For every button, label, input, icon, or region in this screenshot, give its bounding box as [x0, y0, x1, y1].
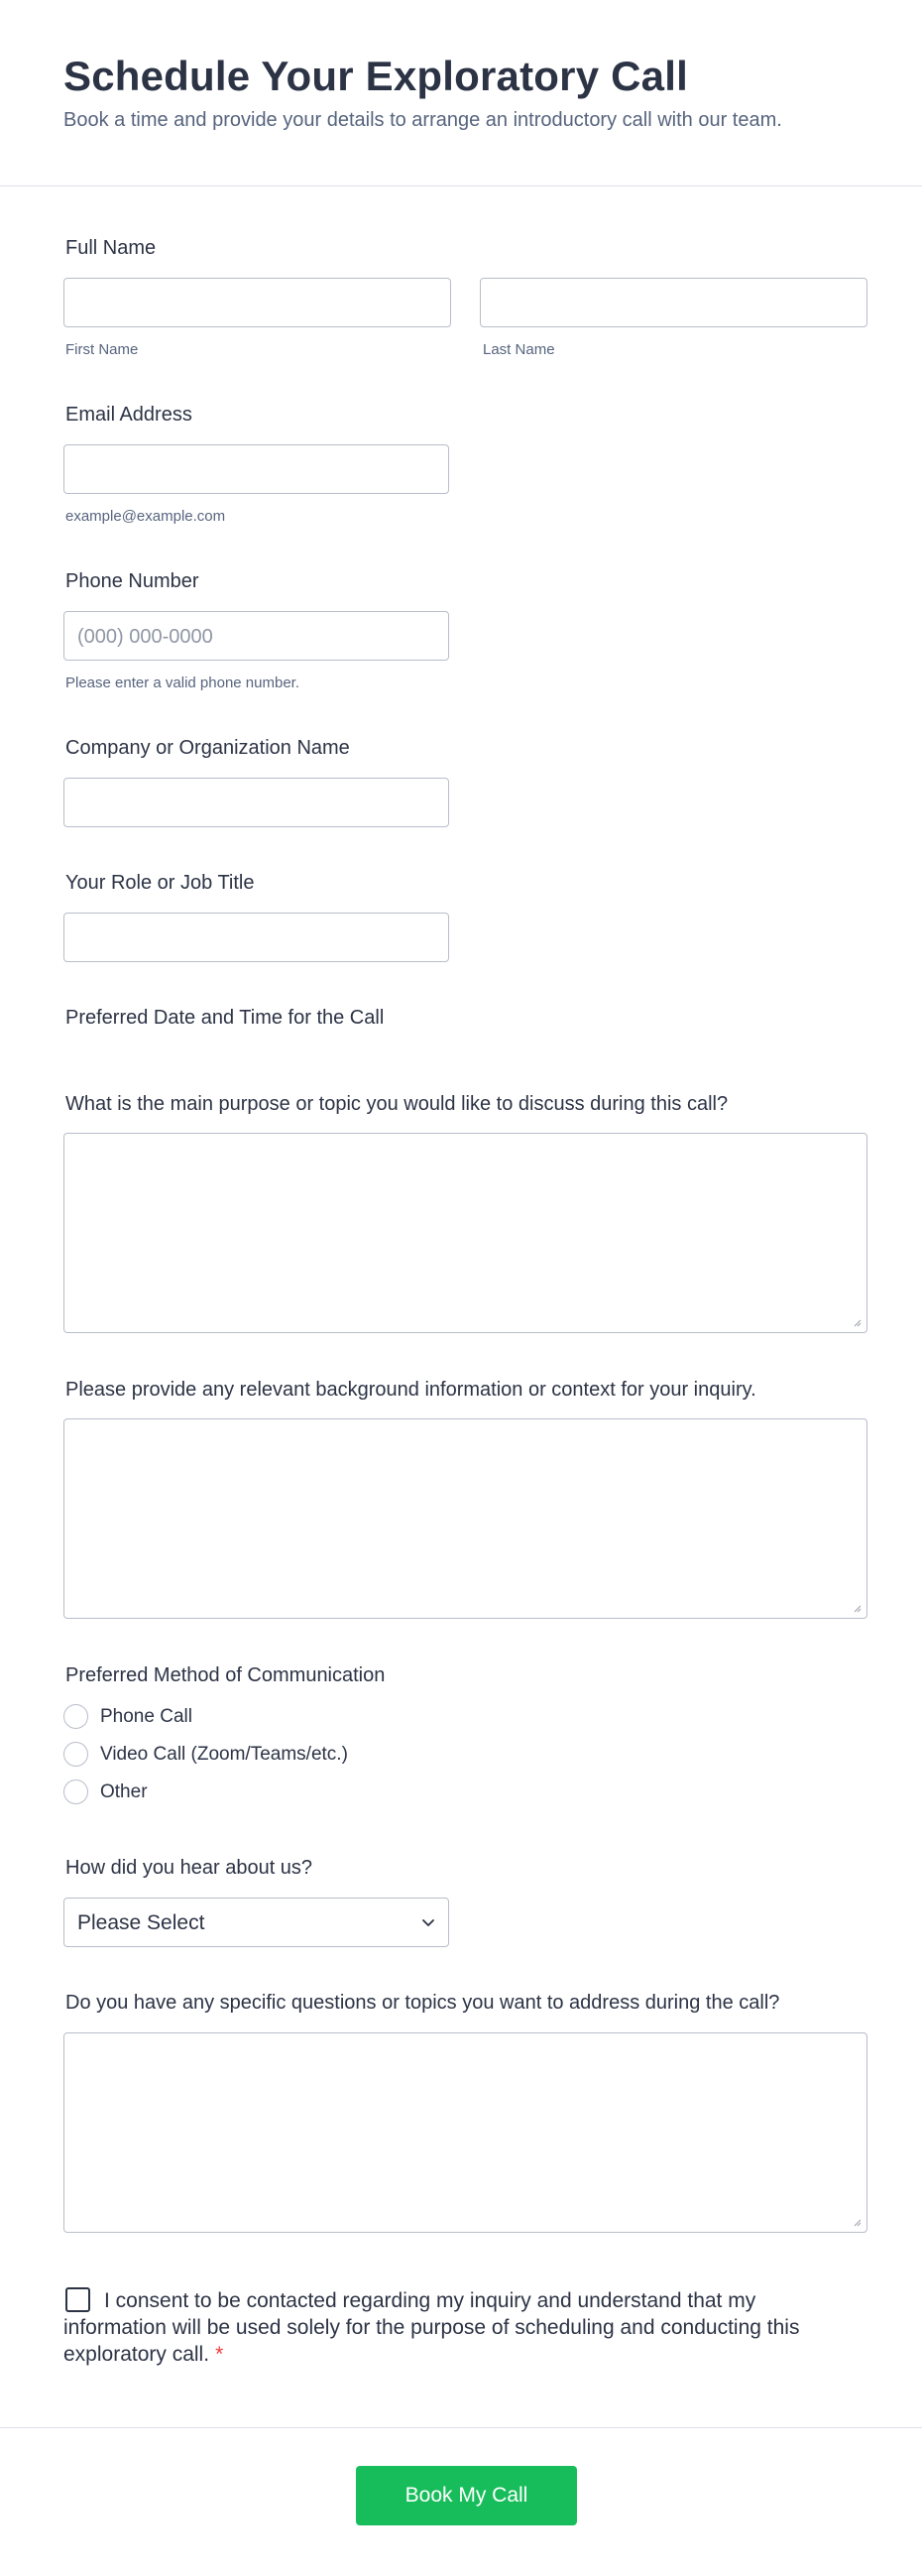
background-textarea[interactable] [63, 1418, 867, 1619]
role-input[interactable] [63, 913, 449, 962]
email-sublabel: example@example.com [65, 508, 226, 525]
last-name-sublabel: Last Name [483, 341, 555, 358]
radio-label[interactable]: Other [100, 1781, 148, 1802]
book-call-button[interactable]: Book My Call [356, 2466, 577, 2525]
last-name-input[interactable] [480, 278, 867, 327]
background-label: Please provide any relevant background information or context for your inquiry. [65, 1379, 756, 1401]
chevron-down-icon [420, 1914, 436, 1930]
purpose-textarea[interactable] [63, 1133, 867, 1333]
resize-grip-icon[interactable] [852, 1603, 862, 1613]
required-mark: * [215, 2343, 224, 2366]
preferred-datetime-label: Preferred Date and Time for the Call [65, 1007, 385, 1029]
form-header [0, 0, 922, 186]
radio-label[interactable]: Video Call (Zoom/Teams/etc.) [100, 1744, 348, 1765]
purpose-label: What is the main purpose or topic you would like to discuss during this call? [65, 1093, 729, 1115]
company-label: Company or Organization Name [65, 737, 350, 759]
first-name-sublabel: First Name [65, 341, 139, 358]
referral-label: How did you hear about us? [65, 1857, 313, 1879]
role-label: Your Role or Job Title [65, 872, 255, 894]
form-subtitle: Book a time and provide your details to arrange an introductory call with our team. [63, 109, 782, 131]
radio-button[interactable] [63, 1704, 88, 1729]
phone-placeholder: (000) 000-0000 [77, 626, 213, 648]
referral-select[interactable] [63, 1898, 449, 1947]
radio-button[interactable] [63, 1779, 88, 1804]
questions-textarea[interactable] [63, 2032, 867, 2233]
referral-selected-value: Please Select [77, 1911, 205, 1934]
phone-label: Phone Number [65, 570, 199, 592]
footer-divider [0, 2427, 922, 2428]
first-name-input[interactable] [63, 278, 451, 327]
communication-method-label: Preferred Method of Communication [65, 1664, 386, 1686]
email-input[interactable] [63, 444, 449, 494]
resize-grip-icon[interactable] [852, 2217, 862, 2227]
company-input[interactable] [63, 778, 449, 827]
phone-input[interactable] [63, 611, 449, 661]
full-name-label: Full Name [65, 237, 157, 259]
resize-grip-icon[interactable] [852, 1317, 862, 1327]
phone-sublabel: Please enter a valid phone number. [65, 675, 299, 691]
consent-text[interactable]: I consent to be contacted regarding my inquiry and understand that my information will be used solely for the purpose of scheduling and conducting this exploratory call. [63, 2289, 800, 2366]
questions-label: Do you have any specific questions or topics you want to address during the call? [65, 1992, 780, 2014]
radio-button[interactable] [63, 1742, 88, 1767]
email-label: Email Address [65, 404, 192, 426]
consent-field [63, 2287, 817, 2368]
consent-checkbox[interactable] [65, 2287, 90, 2312]
radio-label[interactable]: Phone Call [100, 1706, 192, 1727]
form-title: Schedule Your Exploratory Call [63, 53, 688, 99]
